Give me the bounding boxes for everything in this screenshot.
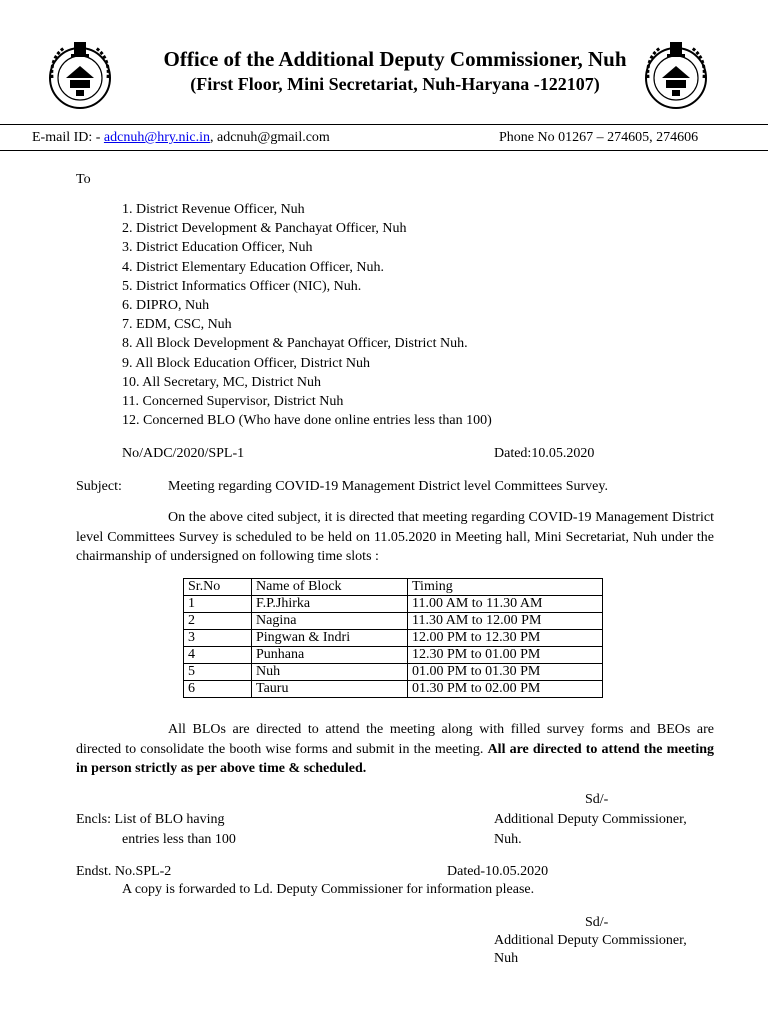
table-cell: Nagina — [252, 613, 408, 630]
table-cell: 4 — [184, 647, 252, 664]
table-row — [184, 596, 603, 613]
subject-label: Subject: — [76, 479, 122, 494]
signatory-place: Nuh — [494, 951, 519, 966]
column-header: Timing — [408, 579, 603, 596]
copy-forward-text: A copy is forwarded to Ld. Deputy Commissioner for information please. — [122, 882, 535, 897]
signatory-place: Nuh. — [494, 832, 522, 847]
list-item: 3. District Education Officer, Nuh — [122, 240, 313, 256]
column-header: Name of Block — [252, 579, 408, 596]
signatory-title: Additional Deputy Commissioner, — [494, 933, 687, 948]
table-cell: Nuh — [252, 664, 408, 681]
table-cell: 3 — [184, 630, 252, 647]
phone-number: Phone No 01267 – 274605, 274606 — [499, 130, 699, 145]
body-paragraph-1 — [76, 508, 714, 567]
list-item: 4. District Elementary Education Officer, Nuh. — [122, 259, 384, 275]
table-cell: 11.30 AM to 12.00 PM — [408, 613, 603, 630]
state-emblem-icon — [44, 38, 116, 110]
time-slot-table — [183, 578, 603, 698]
table-cell: 2 — [184, 613, 252, 630]
table-cell: 1 — [184, 596, 252, 613]
table-cell: Tauru — [252, 681, 408, 698]
table-row — [184, 613, 603, 630]
table-cell: 12.30 PM to 01.00 PM — [408, 647, 603, 664]
enclosure-line-2: entries less than 100 — [122, 832, 236, 847]
table-cell: Pingwan & Indri — [252, 630, 408, 647]
list-item: 9. All Block Education Officer, District Nuh — [122, 355, 371, 371]
body-text-1: On the above cited subject, it is directed that meeting regarding COVID-19 Management District level Committees Survey is scheduled to be held on 11.05.2020 in Meeting hall, Mini Secretariat, Nuh under the chairmanship of undersigned on following time slots : — [76, 510, 714, 564]
table-row — [184, 664, 603, 681]
table-cell: F.P.Jhirka — [252, 596, 408, 613]
header-rule-top — [0, 124, 768, 125]
email-label: E-mail ID: - — [32, 130, 101, 145]
endorsement-number: Endst. No.SPL-2 — [76, 864, 172, 879]
to-label: To — [76, 172, 91, 187]
table-cell: 11.00 AM to 11.30 AM — [408, 596, 603, 613]
table-row — [184, 630, 603, 647]
column-header: Sr.No — [184, 579, 252, 596]
list-item: 6. DIPRO, Nuh — [122, 298, 210, 314]
email-link[interactable]: adcnuh@hry.nic.in — [103, 130, 210, 145]
signature-mark: Sd/- — [585, 792, 609, 807]
subject-text: Meeting regarding COVID-19 Management District level Committees Survey. — [168, 479, 608, 494]
table-cell: 5 — [184, 664, 252, 681]
endorsement-date: Dated-10.05.2020 — [447, 864, 549, 879]
list-item: 5. District Informatics Officer (NIC), Nuh. — [122, 278, 362, 294]
list-item: 1. District Revenue Officer, Nuh — [122, 202, 305, 217]
signature-mark: Sd/- — [585, 915, 609, 930]
list-item: 8. All Block Development & Panchayat Officer, District Nuh. — [122, 336, 468, 352]
list-item: 7. EDM, CSC, Nuh — [122, 317, 232, 333]
body-text-2-bold: All are directed to attend the meeting in person strictly as per above time & scheduled. — [76, 741, 715, 776]
table-cell: 01.30 PM to 02.00 PM — [408, 681, 603, 698]
reference-number: No/ADC/2020/SPL-1 — [122, 446, 245, 461]
email-secondary: , adcnuh@gmail.com — [210, 130, 330, 145]
signatory-title: Additional Deputy Commissioner, — [494, 812, 687, 827]
table-cell: 12.00 PM to 12.30 PM — [408, 630, 603, 647]
body-paragraph-2 — [76, 720, 714, 779]
office-title: Office of the Additional Deputy Commissioner, Nuh — [163, 47, 627, 71]
list-item: 12. Concerned BLO (Who have done online entries less than 100) — [122, 413, 492, 429]
header-rule-bottom — [0, 150, 768, 151]
body-text-2: All BLOs are directed to attend the meeting along with filled survey forms and BEOs are directed to consolidate the booth wise forms and submit in the meeting. — [76, 722, 714, 757]
table-header-row — [184, 579, 603, 596]
email-line — [32, 128, 330, 147]
table-cell: 01.00 PM to 01.30 PM — [408, 664, 603, 681]
table-cell: 6 — [184, 681, 252, 698]
office-address: (First Floor, Mini Secretariat, Nuh-Haryana -122107) — [190, 74, 600, 94]
recipient-list — [122, 200, 492, 430]
enclosure-line-1: Encls: List of BLO having — [76, 812, 225, 827]
table-cell: Punhana — [252, 647, 408, 664]
list-item: 11. Concerned Supervisor, District Nuh — [122, 394, 344, 410]
letter-date: Dated:10.05.2020 — [494, 446, 595, 461]
table-row — [184, 681, 603, 698]
list-item: 2. District Development & Panchayat Officer, Nuh — [122, 221, 407, 237]
table-row — [184, 647, 603, 664]
list-item: 10. All Secretary, MC, District Nuh — [122, 374, 321, 390]
